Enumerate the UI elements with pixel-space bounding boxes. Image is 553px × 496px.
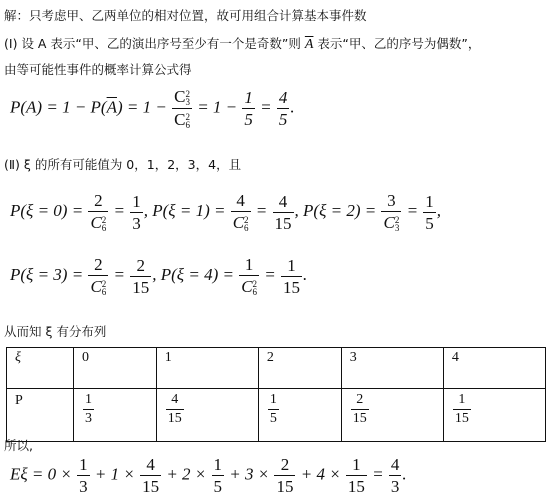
prob-frac-0 xyxy=(83,393,94,426)
p2-frac xyxy=(381,192,401,232)
p4-result xyxy=(281,257,302,296)
part2-line xyxy=(4,155,241,173)
prob-num: 2 xyxy=(351,393,369,410)
p1-num: 4 xyxy=(231,192,251,212)
table-cell-value: 1 xyxy=(156,348,258,389)
p2-rn: 1 xyxy=(425,191,434,211)
distribution-table xyxy=(6,347,546,442)
table-cell-value: 2 xyxy=(258,348,341,389)
p4-eq: = xyxy=(264,265,276,284)
p4-rn: 1 xyxy=(281,257,302,277)
p1-rd: 15 xyxy=(274,213,292,233)
p3-rn: 2 xyxy=(130,257,151,277)
table-cell-value: 4 xyxy=(443,348,545,389)
frac1-den: 5 xyxy=(244,110,253,130)
table-head-xi: ξ xyxy=(7,348,74,389)
prob-frac-1 xyxy=(166,393,184,426)
p3-label: P(ξ = 3) = xyxy=(10,265,84,284)
p0-label: P(ξ = 0) = xyxy=(10,201,84,220)
p4-frac xyxy=(239,256,259,296)
table-cell-prob xyxy=(74,389,157,442)
so-text: 所以, xyxy=(4,438,33,453)
prob-den: 15 xyxy=(352,411,367,426)
part1-text-a: 设 A 表示“甲、乙的演出序号至少有一个是奇数”则 xyxy=(21,36,301,51)
intro-text: 解：只考虑甲、乙两单位的相对位置，故可用组合计算基本事件数 xyxy=(4,8,367,23)
p1-c: C xyxy=(232,213,245,232)
exp-rn: 4 xyxy=(390,455,400,474)
p4-c: C xyxy=(241,277,253,296)
p0-rn: 1 xyxy=(132,191,141,211)
p1-result xyxy=(273,193,294,232)
p2-sup: 2 xyxy=(394,215,400,225)
prob-frac-3 xyxy=(351,393,369,426)
part2-label: (Ⅱ) xyxy=(4,157,20,172)
exp-t0d: 3 xyxy=(79,477,88,496)
formula-pa xyxy=(10,88,295,129)
prob-num: 1 xyxy=(268,393,279,410)
p4-num: 1 xyxy=(239,256,259,276)
formula-pa-eq1: = 1 − xyxy=(197,97,238,117)
prob-num: 1 xyxy=(453,393,471,410)
p1-sub: 6 xyxy=(244,223,249,234)
p4-sup: 2 xyxy=(252,279,258,289)
p2-result xyxy=(423,193,436,232)
p3-c: C xyxy=(90,277,102,296)
exp-rd: 3 xyxy=(390,477,400,496)
exp-t0 xyxy=(77,456,90,495)
p0-sub: 6 xyxy=(101,223,107,234)
p3-result xyxy=(130,257,151,296)
prob-num: 1 xyxy=(83,393,94,410)
exp-eq: = xyxy=(372,464,384,484)
p0-result xyxy=(130,193,143,232)
row1-end: , xyxy=(436,201,442,220)
exp-t3 xyxy=(274,456,295,495)
p4-sub: 6 xyxy=(252,287,258,298)
formula-pa-mid: ) = 1 − xyxy=(116,97,167,117)
exp-t4 xyxy=(346,456,367,495)
p2-c: C xyxy=(383,213,395,232)
p3-sup: 2 xyxy=(101,279,107,289)
table-cell-value: 3 xyxy=(341,348,443,389)
table-head-p: P xyxy=(7,389,74,442)
prob-den: 3 xyxy=(85,411,92,426)
exp-t0n: 1 xyxy=(79,455,88,474)
comb-c-num: C xyxy=(174,87,186,106)
p0-eq: = xyxy=(113,201,126,220)
p3-rd: 15 xyxy=(132,277,150,297)
p1-eq: = xyxy=(255,201,268,220)
prob-den: 5 xyxy=(269,411,277,426)
part1-text-c: 由等可能性事件的概率计算公式得 xyxy=(4,62,192,77)
p3-sub: 6 xyxy=(101,287,107,298)
formula-pa-abar: $\overline{A}$ xyxy=(106,97,117,117)
exp-op2: + 2 × xyxy=(166,464,207,484)
p4-rd: 15 xyxy=(283,277,301,297)
exp-t3n: 2 xyxy=(274,456,295,476)
formula-pa-comb-fraction xyxy=(172,88,192,129)
row2-end: . xyxy=(303,265,308,284)
comb-sup-num: 2 xyxy=(185,89,190,99)
formula-pa-lhs: P(A) = 1 − P( xyxy=(10,97,107,117)
prob-num: 4 xyxy=(166,393,184,410)
frac2-den: 5 xyxy=(278,110,288,130)
prob-frac-4 xyxy=(453,393,471,426)
exp-t2n: 1 xyxy=(213,455,223,474)
p0-c: C xyxy=(90,213,102,232)
exp-end: . xyxy=(402,464,407,484)
table-cell-prob xyxy=(443,389,545,442)
comb-sup-den: 2 xyxy=(185,112,190,123)
table-cell-prob xyxy=(156,389,258,442)
p1-rn: 4 xyxy=(273,193,294,213)
formula-pa-frac1 xyxy=(242,89,255,128)
exp-t2d: 5 xyxy=(213,477,223,496)
exp-t4d: 15 xyxy=(347,477,365,496)
p4-label: , P(ξ = 4) = xyxy=(152,265,234,284)
formula-pa-end: . xyxy=(290,97,295,117)
exp-t1n: 4 xyxy=(140,456,161,476)
prob-den: 15 xyxy=(454,411,469,426)
prob-den: 15 xyxy=(167,411,182,426)
prob-frac-2 xyxy=(268,393,279,426)
p3-eq: = xyxy=(113,265,126,284)
comb-sub-den: 6 xyxy=(185,120,190,131)
prob-row-1 xyxy=(10,192,441,232)
p3-frac xyxy=(88,256,108,296)
p3-num: 2 xyxy=(88,256,108,276)
p2-sub: 3 xyxy=(394,223,400,234)
part1-label: (Ⅰ) xyxy=(4,36,18,51)
frac2-num: 4 xyxy=(278,88,288,108)
exp-t1 xyxy=(140,456,161,495)
p0-frac xyxy=(88,192,108,232)
p1-label: , P(ξ = 1) = xyxy=(143,201,226,220)
table-row-p xyxy=(7,389,546,442)
formula-pa-eq2: = xyxy=(260,97,272,117)
p1-frac xyxy=(231,192,251,232)
p2-eq: = xyxy=(406,201,419,220)
dist-intro: 从而知 ξ 有分布列 xyxy=(4,324,107,339)
formula-pa-frac2 xyxy=(277,89,290,128)
prob-row-2 xyxy=(10,256,307,296)
p1-sup: 2 xyxy=(244,215,249,225)
part2-text: ξ 的所有可能值为 0，1，2，3，4，且 xyxy=(23,157,242,172)
exp-t4n: 1 xyxy=(346,456,367,476)
p2-num: 3 xyxy=(381,192,401,212)
exp-t1d: 15 xyxy=(142,477,160,496)
table-cell-prob xyxy=(341,389,443,442)
p2-label: , P(ξ = 2) = xyxy=(294,201,377,220)
comb-c-den: C xyxy=(174,110,186,130)
table-cell-prob xyxy=(258,389,341,442)
exp-op4: + 4 × xyxy=(300,464,341,484)
exp-result xyxy=(389,456,402,495)
part1-line xyxy=(4,34,480,53)
exp-op1: + 1 × xyxy=(94,464,135,484)
p0-num: 2 xyxy=(88,192,108,212)
table-cell-value: 0 xyxy=(74,348,157,389)
p0-rd: 3 xyxy=(132,213,141,233)
table-row-xi xyxy=(7,348,546,389)
comb-sub-num: 3 xyxy=(185,97,190,108)
expectation-formula xyxy=(10,456,407,495)
p0-sup: 2 xyxy=(101,215,107,225)
part1-abar: $\overline{A}$ xyxy=(304,37,314,52)
part1-text-b: 表示“甲、乙的序号为偶数”， xyxy=(317,36,481,51)
exp-t3d: 15 xyxy=(276,477,294,496)
exp-op3: + 3 × xyxy=(229,464,270,484)
p2-rd: 5 xyxy=(425,213,434,233)
exp-lhs: Eξ = 0 × xyxy=(10,464,72,484)
frac1-num: 1 xyxy=(244,88,253,108)
exp-t2 xyxy=(212,456,225,495)
